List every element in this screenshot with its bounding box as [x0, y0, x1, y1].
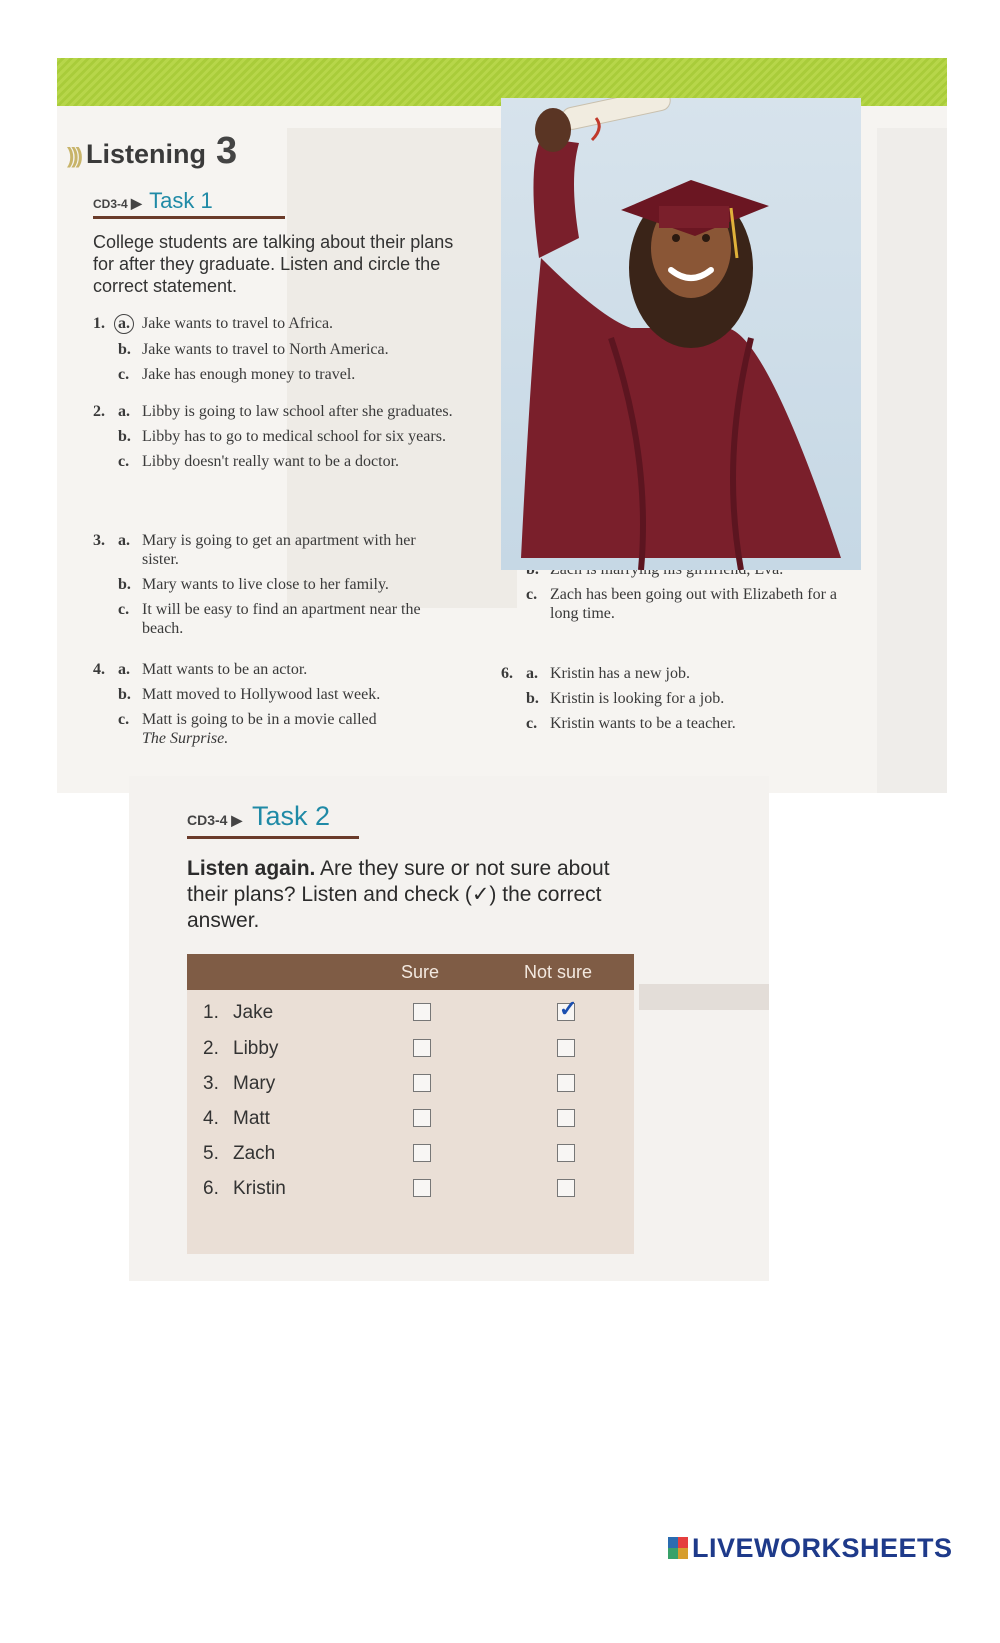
row-number: 5.: [203, 1143, 219, 1164]
option-letter[interactable]: b.: [118, 576, 131, 593]
option-text-with-title[interactable]: [142, 710, 453, 748]
option-text[interactable]: Jake wants to travel to North America.: [142, 341, 389, 358]
question-2: [93, 402, 453, 477]
task2-underline: [187, 836, 359, 839]
question-number: 2.: [93, 403, 105, 420]
column-header-sure: Sure: [401, 962, 440, 982]
option-text[interactable]: Kristin is looking for a job.: [550, 690, 725, 707]
task1-label: Task 1: [149, 188, 213, 213]
sure-checkbox[interactable]: [413, 1109, 431, 1127]
table-row: [187, 1067, 634, 1101]
row-number: 4.: [203, 1108, 219, 1129]
not-sure-checkbox[interactable]: [557, 1179, 575, 1197]
task2-label: Task 2: [252, 801, 331, 831]
option-letter[interactable]: a.: [118, 532, 130, 549]
option-letter[interactable]: b.: [118, 686, 131, 703]
student-name: Kristin: [233, 1178, 286, 1199]
option-text[interactable]: Libby is going to law school after she graduates.: [142, 403, 453, 420]
not-sure-checkbox[interactable]: [557, 1039, 575, 1057]
task1-intro: College students are talking about their plans for after they graduate. Listen and circle the correct statement.: [93, 232, 454, 296]
column-header-not-sure: Not sure: [524, 962, 593, 982]
table-row: [187, 996, 634, 1030]
not-sure-checkbox[interactable]: [557, 1074, 575, 1092]
question-number: 6.: [501, 665, 513, 682]
question-4: [93, 660, 453, 754]
row-number: 3.: [203, 1073, 219, 1094]
option-text[interactable]: Libby has to go to medical school for six years.: [142, 428, 446, 445]
question-number: 1.: [93, 315, 105, 332]
circled-answer[interactable]: a.: [114, 314, 134, 334]
section-number: 3: [215, 130, 238, 172]
sure-checkbox[interactable]: [413, 1039, 431, 1057]
option-text[interactable]: Mary wants to live close to her family.: [142, 576, 389, 593]
question-6: [501, 664, 861, 739]
option-letter[interactable]: c.: [118, 711, 130, 728]
table-row: [187, 1102, 634, 1136]
sound-waves-icon: ))): [67, 143, 80, 168]
sure-not-sure-table: [187, 954, 634, 1254]
graduate-illustration: [501, 98, 861, 570]
student-name: Zach: [233, 1143, 276, 1164]
not-sure-checkbox[interactable]: [557, 996, 578, 1021]
sure-checkbox[interactable]: [413, 1003, 431, 1021]
textbook-page-task2: [129, 776, 769, 1281]
option-text[interactable]: Jake has enough money to travel.: [142, 366, 356, 383]
option-text[interactable]: It will be easy to find an apartment near the beach.: [142, 601, 421, 637]
sure-checkbox[interactable]: [413, 1179, 431, 1197]
option-text[interactable]: Libby doesn't really want to be a doctor.: [142, 453, 400, 470]
option-text[interactable]: Zach has been going out with Elizabeth for a long time.: [550, 586, 838, 622]
bleed-through-area: [877, 128, 947, 793]
question-number: 4.: [93, 661, 105, 678]
movie-title: The Surprise.: [142, 730, 229, 747]
graduate-photo: [501, 98, 861, 570]
option-text: Matt is going to be in a movie called: [142, 711, 377, 728]
option-letter[interactable]: c.: [118, 453, 130, 470]
option-text[interactable]: Jake wants to travel to Africa.: [142, 315, 334, 332]
option-letter[interactable]: a.: [118, 661, 130, 678]
table-row: [187, 1137, 634, 1171]
student-name: Matt: [233, 1108, 270, 1129]
option-text[interactable]: Kristin wants to be a teacher.: [550, 715, 736, 732]
option-letter[interactable]: a.: [526, 665, 538, 682]
row-number: 6.: [203, 1178, 219, 1199]
table-row: [187, 1032, 634, 1066]
student-name: Jake: [233, 1002, 274, 1023]
table-row: [187, 1172, 634, 1206]
question-3: [93, 531, 453, 644]
option-letter[interactable]: b.: [118, 341, 131, 358]
task1-header: [93, 188, 213, 214]
textbook-page-task1: [57, 58, 947, 793]
instruction-rest: Are they sure or not sure about their plans? Listen and check (✓) the correct answer.: [187, 857, 610, 932]
instruction-bold: Listen again.: [187, 857, 316, 880]
option-letter[interactable]: c.: [526, 586, 538, 603]
option-letter[interactable]: c.: [118, 366, 130, 383]
not-sure-checkbox[interactable]: [557, 1144, 575, 1162]
option-letter[interactable]: c.: [526, 715, 538, 732]
bleed-through-area: [639, 984, 769, 1010]
table-header: [187, 954, 634, 990]
option-text[interactable]: Mary is going to get an apartment with her sister.: [142, 532, 416, 568]
question-1: [93, 314, 453, 390]
task2-instruction: [187, 856, 627, 934]
liveworksheets-logo[interactable]: [668, 1533, 953, 1563]
sure-checkbox[interactable]: [413, 1144, 431, 1162]
option-text[interactable]: Matt moved to Hollywood last week.: [142, 686, 381, 703]
cd-track-label: CD3-4: [93, 197, 128, 211]
student-name: Mary: [233, 1073, 276, 1094]
section-title: [67, 130, 237, 173]
row-number: 2.: [203, 1038, 219, 1059]
row-number: 1.: [203, 1002, 219, 1023]
option-letter[interactable]: a.: [118, 403, 130, 420]
cd-track-label: CD3-4: [187, 812, 228, 828]
task1-underline: [93, 216, 285, 219]
student-name: Libby: [233, 1038, 279, 1059]
not-sure-checkbox[interactable]: [557, 1109, 575, 1127]
task2-header: [187, 801, 330, 832]
question-number: 3.: [93, 532, 105, 549]
logo-text: LIVEWORKSHEETS: [692, 1532, 953, 1563]
section-title-text: Listening: [85, 139, 206, 169]
play-arrow-icon: ▶: [131, 195, 142, 211]
option-text[interactable]: Kristin has a new job.: [550, 665, 690, 682]
option-letter[interactable]: c.: [118, 601, 130, 618]
logo-grid-icon: [668, 1537, 688, 1559]
checkmark-icon: ✓: [559, 996, 578, 1021]
option-text[interactable]: Matt wants to be an actor.: [142, 661, 308, 678]
sure-checkbox[interactable]: [413, 1074, 431, 1092]
option-letter[interactable]: b.: [118, 428, 131, 445]
play-arrow-icon: ▶: [231, 812, 243, 828]
option-letter[interactable]: b.: [526, 690, 539, 707]
